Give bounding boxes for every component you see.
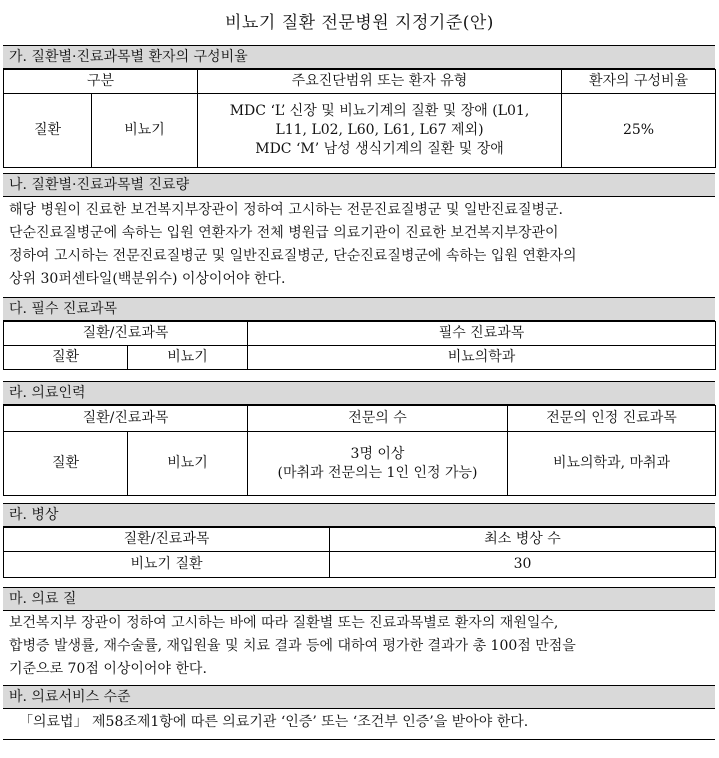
section-ba-header: 바. 의료서비스 수준 [3,685,715,709]
volume-paragraph [3,199,715,291]
recognized-value: 비뇨의학과, 마취과 [508,432,716,496]
diag-line3: MDC ‘M’ 남성 생식기계의 질환 및 장애 [255,141,504,157]
document-title: 비뇨기 질환 전문병원 지정기준(안) [225,13,494,33]
row-type: 질환 [4,94,92,168]
volume-line3: 정하여 고시하는 전문진료질병군 및 일반진료질병군, 단순진료질병군에 속하는 입원 연환자의 [9,248,577,264]
col-subject: 질환/진료과목 [4,322,248,346]
section-da-header: 다. 필수 진료과목 [3,297,715,321]
quality-paragraph [3,612,715,681]
volume-line1: 해당 병원이 진료한 보건복지부장관이 정하여 고시하는 전문진료질병군 및 일반진료질병군. [9,202,563,218]
count-line1: 3명 이상 [350,445,405,462]
row-type: 질환 [4,346,128,370]
section-ra1-header: 라. 의료인력 [3,381,715,405]
ratio-value: 25% [562,94,716,168]
service-line1: 「의료법」 제58조제1항에 따른 의료기관 ‘인증’ 또는 ‘조건부 인증’을 받아야 한다. [19,714,529,730]
bottom-rule [3,739,715,740]
col-diagnosis: 주요진단범위 또는 환자 유형 [198,70,562,94]
bed-table [3,527,716,578]
row-name: 비뇨기 [92,94,198,168]
row-type: 질환 [4,432,128,496]
col-ratio: 환자의 구성비율 [562,70,716,94]
patient-ratio-table [3,69,716,168]
col-beds: 최소 병상 수 [330,528,716,552]
col-subject: 질환/진료과목 [4,406,248,432]
volume-line2: 단순진료질병군에 속하는 입원 연환자가 전체 병원급 의료기관이 진료한 보건복지부장관이 [9,225,559,241]
beds-value: 30 [330,552,716,578]
col-count: 전문의 수 [248,406,508,432]
section-ra2-header: 라. 병상 [3,503,715,527]
service-paragraph [3,711,715,734]
row-name: 비뇨기 질환 [4,552,330,578]
criteria-frame [3,45,715,740]
quality-line2: 합병증 발생률, 재수술률, 재입원율 및 치료 결과 등에 대하여 평가한 결과가 총 100점 만점을 [9,638,576,654]
section-na-header: 나. 질환별·진료과목별 진료량 [3,173,715,197]
staff-table [3,405,716,496]
section-ma-header: 마. 의료 질 [3,587,715,611]
quality-line3: 기준으로 70점 이상이어야 한다. [9,661,207,677]
diagnosis-range [198,94,562,168]
quality-line1: 보건복지부 장관이 정하여 고시하는 바에 따라 질환별 또는 진료과목별로 환자의 재원일수, [9,615,559,631]
count-line2: (마취과 전문의는 1인 인정 가능) [277,464,478,481]
col-subject: 질환/진료과목 [4,528,330,552]
required-value: 비뇨의학과 [248,346,716,370]
col-category: 구분 [4,70,198,94]
row-name: 비뇨기 [128,432,248,496]
diag-line2: L11, L02, L60, L61, L67 제외) [275,122,484,138]
col-recognized: 전문의 인정 진료과목 [508,406,716,432]
row-name: 비뇨기 [128,346,248,370]
col-required: 필수 진료과목 [248,322,716,346]
volume-line4: 상위 30퍼센타일(백분위수) 이상이어야 한다. [9,271,286,287]
section-ga-header: 가. 질환별·진료과목별 환자의 구성비율 [3,45,715,69]
specialist-count [248,432,508,496]
diag-line1: MDC ‘L’ 신장 및 비뇨기계의 질환 및 장애 (L01, [229,103,530,119]
required-subject-table [3,321,716,370]
